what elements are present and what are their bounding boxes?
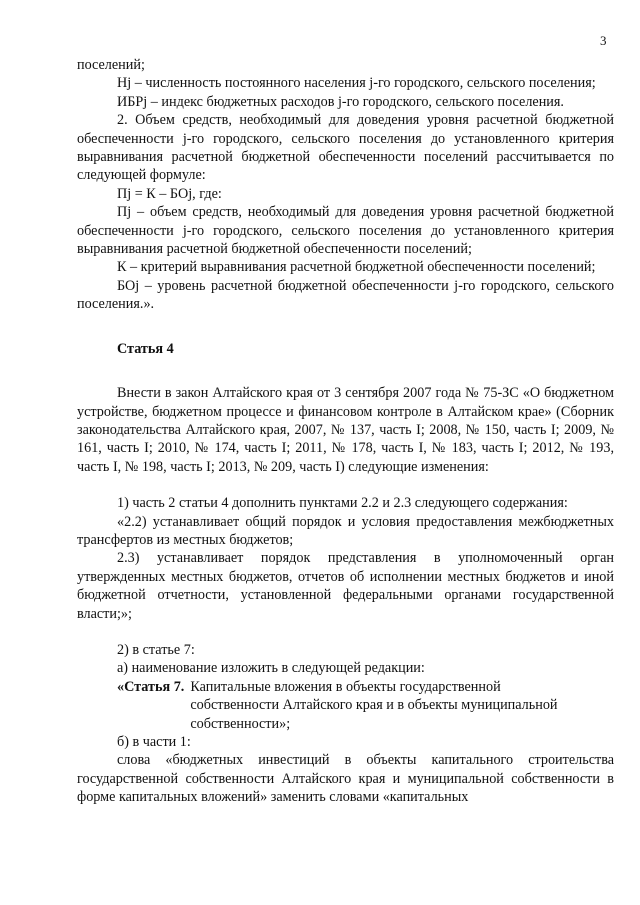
text-paragraph: БОj – уровень расчетной бюджетной обеспеченности j-го городского, сельского поселения.». bbox=[77, 277, 614, 313]
quoted-article-title bbox=[77, 678, 614, 733]
article-heading: Статья 4 bbox=[117, 340, 174, 357]
item-1-label: 1) часть 2 статьи 4 дополнить пунктами 2.2 и 2.3 следующего содержания: bbox=[117, 495, 568, 512]
quoted-article-text-line: собственности»; bbox=[190, 715, 291, 732]
item-1-point-2-3: 2.3) устанавливает порядок представления в уполномоченный орган утвержденных местных бюджетов, отчетов об исполнении местных бюджетов и иной бюджетной отчетности, установленной федеральными органами государственной власти;»; bbox=[77, 550, 614, 622]
text-paragraph: Hj – численность постоянного населения j-го городского, сельского поселения; bbox=[117, 75, 596, 92]
text-paragraph: К – критерий выравнивания расчетной бюджетной обеспеченности поселений; bbox=[117, 259, 596, 276]
page-number: 3 bbox=[600, 33, 607, 48]
text-paragraph: Пj – объем средств, необходимый для доведения уровня расчетной бюджетной обеспеченности j-го городского, сельского поселения до установленного критерия выравнивания расчетной бюджетной обеспеченности поселений; bbox=[77, 204, 614, 258]
intro-paragraph: Внести в закон Алтайского края от 3 сентября 2007 года № 75-ЗС «О бюджетном устройстве, бюджетном процессе и финансовом контроле в Алтайском крае» (Сборник законодательства Алтайского края, 2007, № 137, часть I; 2008, № 150, часть I; 2009, № 161, часть I; 2010, № 174, часть I; 2011, № 178, часть I, № 183, часть I; 2012, № 193, часть I, № 198, часть I; 2013, № 209, часть I) следующие изменения: bbox=[77, 385, 614, 475]
item-2-sub-a: а) наименование изложить в следующей редакции: bbox=[117, 660, 425, 677]
text-paragraph: ИБРj – индекс бюджетных расходов j-го городского, сельского поселения. bbox=[117, 93, 564, 110]
text-paragraph: поселений; bbox=[77, 57, 145, 73]
quoted-article-text-line: собственности Алтайского края и в объекты муниципальной bbox=[190, 697, 558, 714]
item-2-label: 2) в статье 7: bbox=[117, 641, 195, 658]
formula-line: Пj = К – БОj, где: bbox=[117, 185, 222, 202]
quoted-article-number: «Статья 7. bbox=[117, 678, 185, 695]
text-paragraph: 2. Объем средств, необходимый для доведения уровня расчетной бюджетной обеспеченности j-го городского, сельского поселения до установленного критерия выравнивания расчетной бюджетной обеспеченности поселений рассчитывается по следующей формуле: bbox=[77, 112, 614, 184]
item-2-tail: слова «бюджетных инвестиций в объекты капитального строительства государственной собственности Алтайского края и муниципальной собственности в форме капитальных вложений» заменить словами «капитальных bbox=[77, 752, 614, 806]
quoted-article-text-line: Капитальные вложения в объекты государственной bbox=[190, 678, 501, 695]
document-body bbox=[77, 56, 614, 807]
item-2-sub-b: б) в части 1: bbox=[117, 734, 191, 750]
item-1-point-2-2: «2.2) устанавливает общий порядок и условия предоставления межбюджетных трансфертов из местных бюджетов; bbox=[77, 513, 614, 548]
